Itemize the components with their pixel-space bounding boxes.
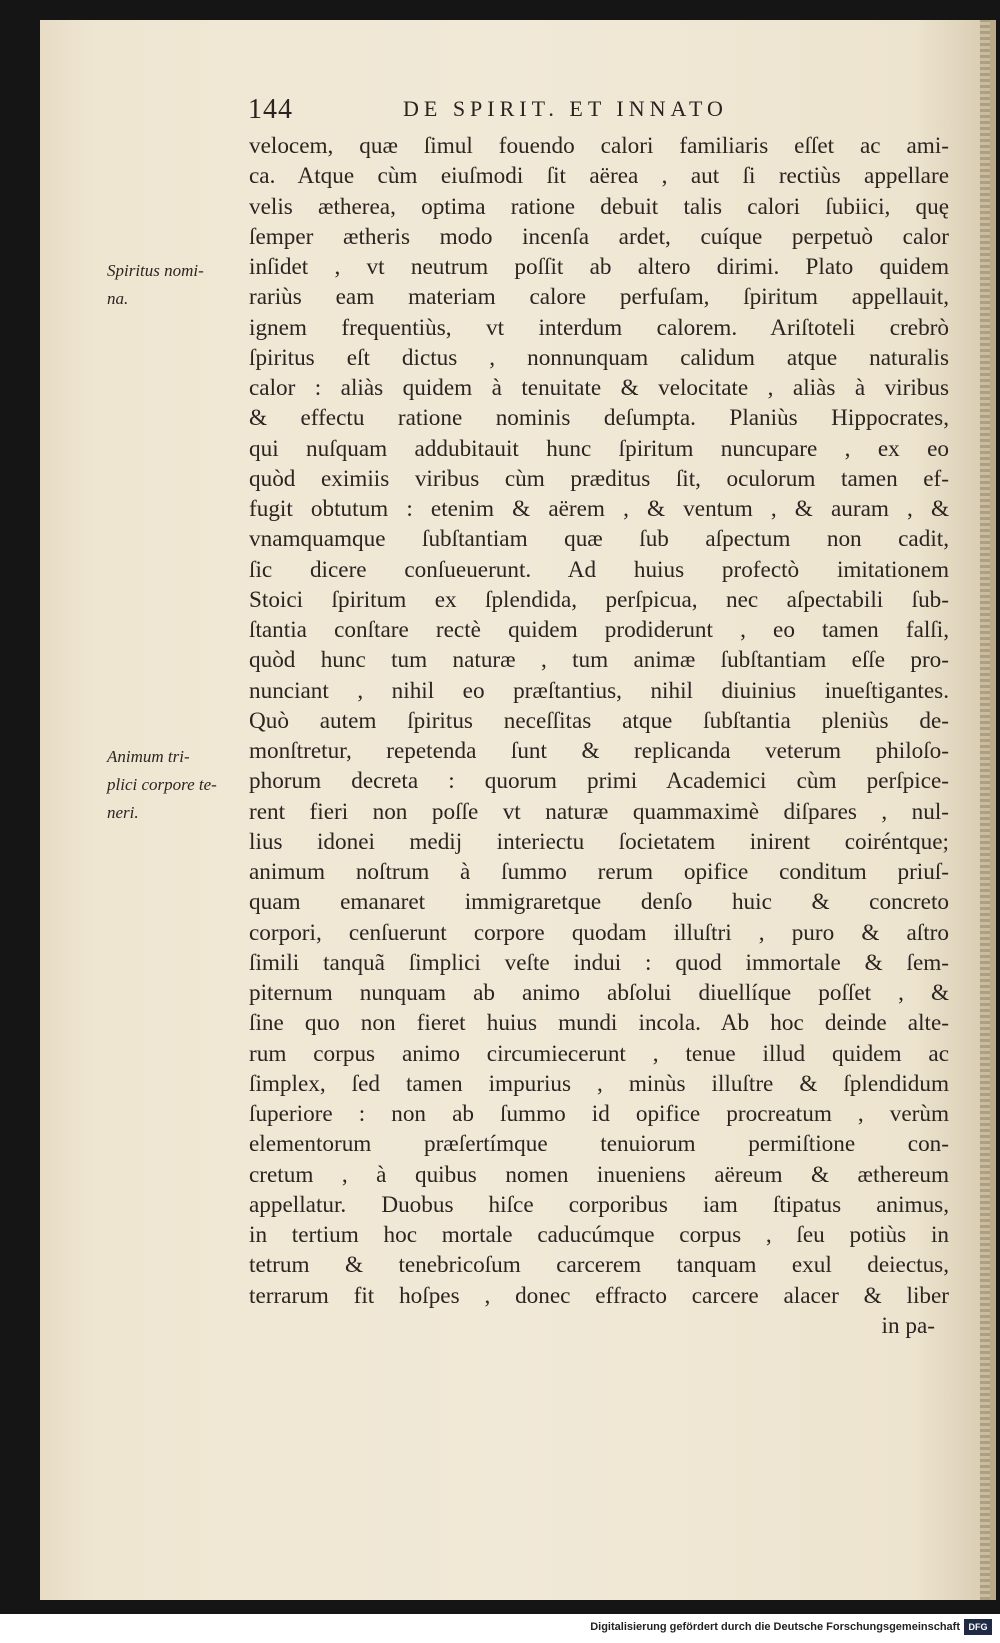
text-line: rum corpus animo circumiecerunt , tenue illud quidem ac [249,1040,949,1067]
text-line: quòd hunc tum naturæ , tum animæ ſubſtantiam eſſe pro- [249,647,949,674]
text-line: ſemper ætheris modo incenſa ardet, cuíque perpetuò calor [249,223,949,250]
text-line: ſine quo non fieret huius mundi incola. Ab hoc deinde alte- [249,1010,949,1037]
text-line: quam emanaret immigraretque denſo huic & concreto [249,889,949,916]
margin-note-spiritus-nomina [107,257,247,313]
text-line: monſtretur, repetenda ſunt & replicanda veterum philoſo- [249,738,949,764]
text-line: vnamquamque ſubſtantiam quæ ſub aſpectum non cadit, [249,526,949,553]
running-title: DE SPIRIT. ET INNATO [403,96,728,121]
margin-note-line: na. [107,289,129,308]
margin-note-line: plici corpore te- [107,775,217,794]
text-line: lius idonei medij interiectu ſocietatem inirent coiréntque; [249,828,949,855]
text-line: appellatur. Duobus hiſce corporibus iam ſtipatus animus, [249,1191,949,1218]
text-line: elementorum præſertímque tenuiorum permiſtione con- [249,1131,949,1158]
text-line: qui nuſquam addubitauit hunc ſpiritum nuncupare , ex eo [249,435,949,462]
text-line: & effectu ratione nominis deſumpta. Planiùs Hippocrates, [249,405,949,432]
text-line: inſidet , vt neutrum poſſit ab altero dirimi. Plato quidem [249,254,949,280]
main-text-block [249,131,949,1341]
text-line: ſtantia conſtare rectè quidem prodiderunt , eo tamen falſi, [249,617,949,643]
dfg-logo: DFG [964,1619,992,1635]
text-line: rariùs eam materiam calore perfuſam, ſpiritum appellauit, [249,284,949,311]
text-line: piternum nunquam ab animo abſolui diuellíque poſſet , & [249,980,949,1006]
text-line: Stoici ſpiritum ex ſplendida, perſpicua, nec aſpectabili ſub- [249,586,949,613]
text-line: cretum , à quibus nomen inueniens aëreum & æthereum [249,1161,949,1188]
margin-note-line: neri. [107,803,139,822]
text-line: nunciant , nihil eo præſtantius, nihil diuinius inueſtigantes. [249,677,949,704]
catchword: in pa- [881,1312,935,1339]
page-edge [980,20,990,1600]
text-line: tetrum & tenebricoſum carcerem tanquam exul deiectus, [249,1252,949,1279]
footer-bar [0,1614,1000,1643]
text-line: animum noſtrum à ſummo rerum opifice conditum priuſ- [249,859,949,885]
digitization-credit: Digitalisierung gefördert durch die Deutsche Forschungsgemeinschaft [590,1621,960,1633]
margin-note-line: Spiritus nomi- [107,261,204,280]
text-line: rent fieri non poſſe vt naturæ quammaximè diſpares , nul- [249,798,949,825]
text-line: velocem, quæ ſimul fouendo calori familiaris eſſet ac ami- [249,133,949,159]
margin-note-line: Animum tri- [107,747,190,766]
text-line: in tertium hoc mortale caducúmque corpus , ſeu potiùs in [249,1222,949,1248]
text-line: ignem frequentiùs, vt interdum calorem. Ariſtoteli crebrò [249,314,949,341]
margin-note-animum-triplici [107,743,247,827]
text-line: ſimili tanquã ſimplici veſte indui : quod immortale & ſem- [249,949,949,976]
text-line: quòd eximiis viribus cùm præditus ſit, oculorum tamen ef- [249,465,949,492]
text-line: corpori, cenſuerunt corpore quodam illuſtri , puro & aſtro [249,919,949,946]
text-line: ſpiritus eſt dictus , nonnunquam calidum atque naturalis [249,344,949,371]
text-line: phorum decreta : quorum primi Academici cùm perſpice- [249,768,949,795]
text-line: velis ætherea, optima ratione debuit talis calori ſubiici, quę [249,193,949,220]
text-line: ſic dicere conſueuerunt. Ad huius profectò imitationem [249,556,949,583]
text-line: ſuperiore : non ab ſummo id opifice procreatum , verùm [249,1101,949,1127]
text-line: calor : aliàs quidem à tenuitate & velocitate , aliàs à viribus [249,375,949,401]
text-line: terrarum fit hoſpes , donec effracto carcere alacer & liber [249,1282,949,1309]
running-head [248,94,808,128]
text-line: fugit obtutum : etenim & aërem , & ventum , & auram , & [249,496,949,522]
text-line: ca. Atque cùm eiuſmodi ſit aërea , aut ſi rectiùs appellare [249,163,949,190]
page-number: 144 [248,94,293,125]
text-line: ſimplex, ſed tamen impurius , minùs illuſtre & ſplendidum [249,1070,949,1097]
text-line: Quò autem ſpiritus neceſſitas atque ſubſtantia pleniùs de- [249,707,949,734]
